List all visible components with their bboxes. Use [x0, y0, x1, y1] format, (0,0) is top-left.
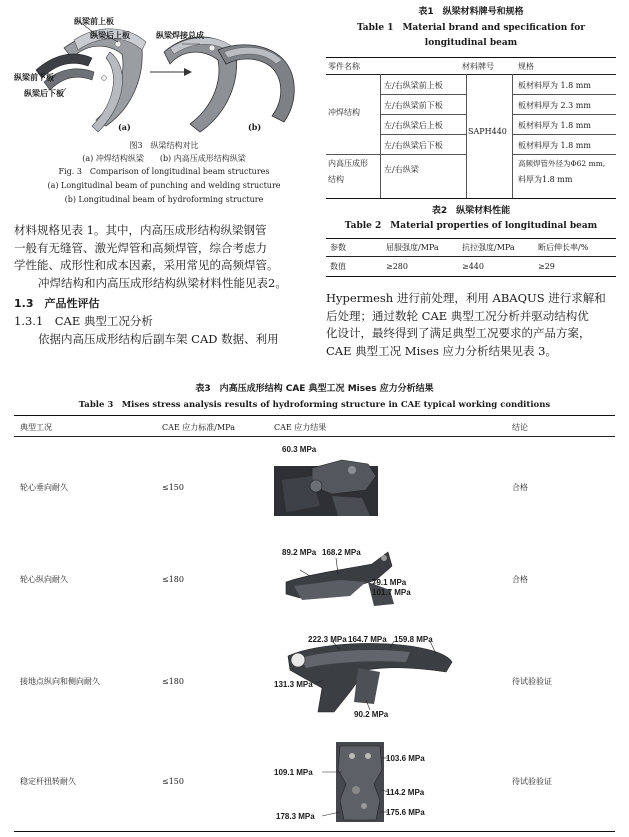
label-rear-lower-plate: 纵梁后下板 — [24, 88, 64, 98]
text-line: 化设计，最终得到了满足典型工况要求的产品方案， — [326, 326, 591, 340]
figure-3-caption-cn: 图3 纵梁结构对比 — [129, 141, 199, 150]
label-front-upper-plate: 纵梁前上板 — [74, 16, 114, 26]
table-2-header: 屈服强度/MPa — [386, 243, 439, 252]
text-line: CAE 典型工况 Mises 应力分析结果见表 3。 — [326, 343, 557, 358]
table-2-header: 参数 — [330, 243, 346, 252]
table-1-group-2-spec-2: 料厚为1.8 mm — [518, 175, 573, 184]
conclusion: 待试验验证 — [512, 777, 552, 786]
stress-label: 90.2 MPa — [354, 710, 389, 719]
paragraph-left-2: 冲焊结构和内高压成形结构纵梁材料性能见表2。 — [38, 276, 287, 290]
table-1-title-cn: 表1 纵梁材料牌号和规格 — [418, 7, 524, 17]
stress-label: 222.3 MPa — [308, 635, 347, 644]
stress-label: 175.6 MPa — [386, 808, 425, 817]
paragraph-right — [326, 290, 616, 360]
table-2-header: 断后伸长率/% — [538, 243, 589, 252]
figure-3-drawing — [14, 8, 310, 148]
stress-label: 79.1 MPa — [372, 578, 407, 587]
figure-3-caption-en-b: (b) Longitudinal beam of hydroforming structure — [64, 195, 264, 204]
table-row: 板材料厚为 1.8 mm — [518, 141, 591, 150]
stress-standard: ≤180 — [162, 677, 184, 686]
table-2-value: ≥440 — [462, 262, 484, 271]
cae-result-image — [270, 632, 460, 724]
table-2-row-label: 数值 — [330, 262, 346, 271]
label-panel-a: (a) — [118, 122, 131, 132]
table-1-header-part: 零件名称 — [328, 62, 360, 71]
label-welded-assembly: 纵梁焊接总成 — [156, 30, 204, 40]
stress-label: 164.7 MPa — [348, 635, 387, 644]
table-row: 板材料厚为 1.8 mm — [518, 81, 591, 90]
table-3-header: CAE 应力标准/MPa — [162, 423, 235, 432]
table-row: 板材料厚为 2.3 mm — [518, 101, 591, 110]
condition-label: 稳定杆扭转耐久 — [20, 777, 76, 786]
stress-label: 101.7 MPa — [372, 588, 411, 597]
table-1-header-material: 材料牌号 — [462, 62, 494, 71]
stress-label: 131.3 MPa — [274, 680, 313, 689]
stress-label: 114.2 MPa — [386, 788, 425, 797]
condition-label: 接地点纵向和侧向耐久 — [20, 677, 100, 686]
text-line: 一般有无缝管、激光焊管和高频焊管，综合考虑力 — [14, 240, 267, 255]
table-row: 左/右纵梁前下板 — [384, 101, 443, 110]
conclusion: 合格 — [512, 483, 528, 492]
table-1-title-en-2: longitudinal beam — [424, 38, 518, 48]
table-2-title-cn: 表2 纵梁材料性能 — [431, 206, 511, 216]
stress-label: 103.6 MPa — [386, 754, 425, 763]
table-1-group-2-line-1: 内高压成形 — [328, 159, 368, 168]
cae-result-image — [280, 546, 420, 616]
table-2-header: 抗拉强度/MPa — [462, 243, 515, 252]
stress-label: 89.2 MPa — [282, 548, 317, 557]
table-1-header-spec: 规格 — [518, 62, 534, 71]
conclusion: 合格 — [512, 575, 528, 584]
stress-standard: ≤150 — [162, 777, 184, 786]
table-1-group-2-line-2: 结构 — [328, 175, 344, 184]
stress-standard: ≤180 — [162, 575, 184, 584]
table-1-group-1: 冲焊结构 — [328, 108, 360, 117]
stress-label: 168.2 MPa — [322, 548, 361, 557]
table-row: 左/右纵梁后上板 — [384, 121, 443, 130]
stress-standard: ≤150 — [162, 483, 184, 492]
text-line: 后处理；通过数轮 CAE 典型工况分析并驱动结构优 — [326, 308, 589, 323]
cae-result-image — [270, 740, 450, 826]
label-panel-b: (b) — [248, 122, 262, 132]
paragraph-left-1 — [14, 222, 312, 275]
section-heading-1-3: 1.3 产品性评估 — [14, 297, 100, 310]
table-2-title-en: Table 2 Material properties of longitudinal beam — [344, 221, 598, 231]
table-1-material: SAPH440 — [468, 127, 507, 136]
figure-3-caption-en-a: (a) Longitudinal beam of punching and welding structure — [47, 181, 281, 190]
condition-label: 轮心纵向耐久 — [20, 575, 68, 584]
figure-3-caption-en: Fig. 3 Comparison of longitudinal beam structures — [58, 167, 270, 176]
table-2-value: ≥280 — [386, 262, 408, 271]
table-3-title-en: Table 3 Mises stress analysis results of hydroforming structure in CAE typical working conditions — [78, 400, 551, 410]
table-1-group-2-spec-1: 高频焊管外径为Φ62 mm, — [518, 159, 606, 168]
cae-result-image — [272, 446, 382, 520]
table-3-header: CAE 应力结果 — [274, 423, 327, 432]
section-heading-1-3-1: 1.3.1 CAE 典型工况分析 — [14, 314, 153, 328]
arrow-right-icon — [150, 68, 192, 76]
figure-3-caption-cn-sub: (a) 冲焊结构纵梁 (b) 内高压成形结构纵梁 — [82, 154, 246, 163]
table-1-group-2-part: 左/右纵梁 — [384, 165, 419, 174]
table-3-title-cn: 表3 内高压成形结构 CAE 典型工况 Mises 应力分析结果 — [195, 384, 434, 394]
label-front-lower-plate: 纵梁前下板 — [14, 72, 54, 82]
table-3-header: 典型工况 — [20, 423, 52, 432]
conclusion: 待试验验证 — [512, 677, 552, 686]
text-line: 学性能、成形性和成本因素，采用常见的高频焊管。 — [14, 258, 279, 272]
stress-label: 60.3 MPa — [282, 445, 317, 454]
table-3-header: 结论 — [512, 423, 528, 432]
stress-label: 109.1 MPa — [274, 768, 313, 777]
text-line: 材料规格见表 1。其中，内高压成形结构纵梁钢管 — [14, 223, 267, 237]
table-1-title-en-1: Table 1 Material brand and specification for — [356, 23, 586, 33]
stress-label: 159.8 MPa — [394, 635, 433, 644]
table-row: 板材料厚为 1.8 mm — [518, 121, 591, 130]
table-2-value: ≥29 — [538, 262, 555, 271]
label-rear-upper-plate: 纵梁后上板 — [90, 30, 130, 40]
table-row: 左/右纵梁前上板 — [384, 81, 443, 90]
condition-label: 轮心垂向耐久 — [20, 483, 68, 492]
paragraph-left-3: 依据内高压成形结构后副车架 CAD 数据、利用 — [38, 332, 279, 346]
stress-label: 178.3 MPa — [276, 812, 315, 821]
text-line: Hypermesh 进行前处理，利用 ABAQUS 进行求解和 — [326, 291, 606, 305]
figure-3 — [14, 8, 310, 148]
table-row: 左/右纵梁后下板 — [384, 141, 443, 150]
